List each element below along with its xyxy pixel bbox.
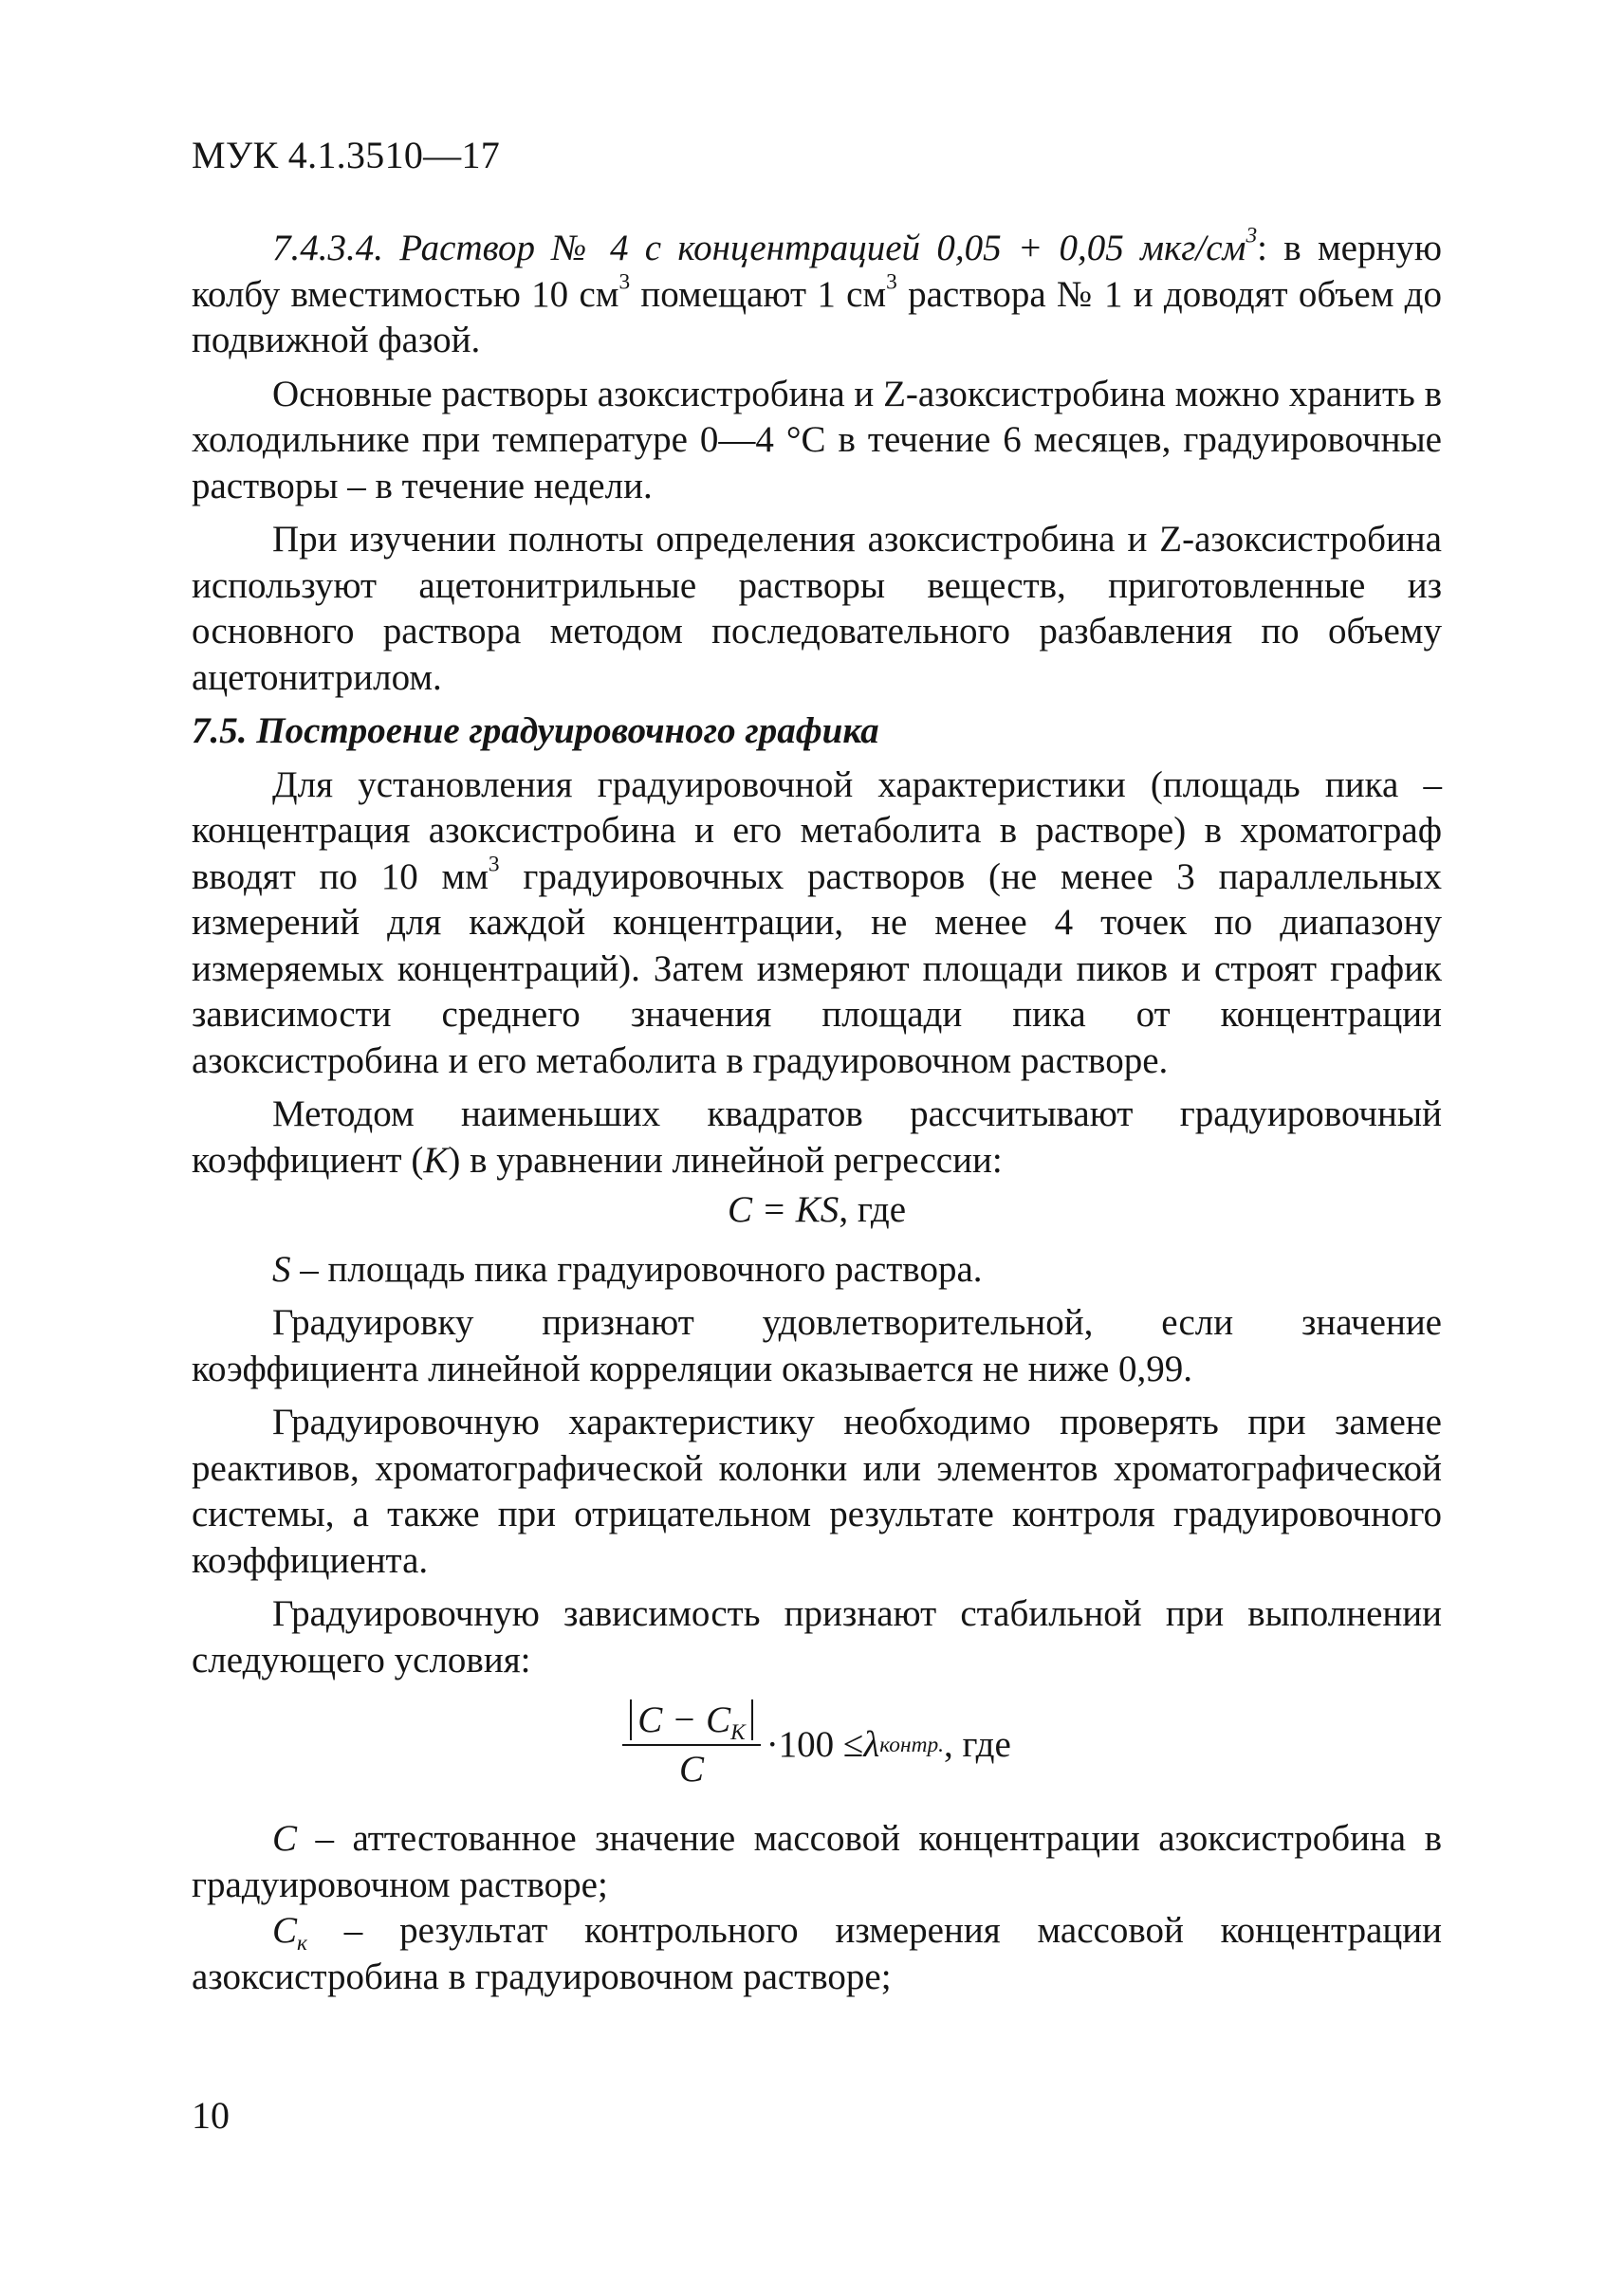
definition-ck: [192, 1908, 1442, 2000]
paragraph-correlation: Градуировку признают удовлетворительной, если значение коэффициента линейной корреляции оказывается не ниже 0,99.: [192, 1302, 1442, 1389]
numerator-subscript: K: [730, 1720, 746, 1746]
paragraph-solution-4: [192, 223, 1442, 364]
cm3-superscript: 3: [886, 268, 897, 294]
symbol-ck: C: [272, 1910, 298, 1951]
numerator-expression: C − C: [637, 1699, 731, 1740]
calibration-text-a: Для установления градуировочной характеристики (площадь пика – концентрация азоксистробина и его метаболита в растворе) в хроматограф вводят по 10 мм: [192, 763, 1442, 897]
symbol-c: C: [272, 1818, 298, 1859]
definition-s-text: – площадь пика градуировочного раствора.: [290, 1248, 983, 1290]
paragraph-stability: Градуировочную зависимость признают стабильной при выполнении следующего условия:: [192, 1593, 1442, 1681]
formula-where: , где: [944, 1723, 1011, 1765]
regression-where: , где: [839, 1189, 907, 1230]
calibration-text-b: градуировочных растворов (не менее 3 параллельных измерений для каждой концентрации, не менее 4 точек по диапазону измеряемых концентраций). Затем измеряют площади пиков и строят график зависимости среднего значения площади пика от концентрации азоксистробина и его метаболита в градуировочном растворе.: [192, 855, 1442, 1081]
fraction-denominator: C: [678, 1749, 704, 1790]
symbol-s: S: [272, 1248, 291, 1290]
definition-ck-text: – результат контрольного измерения массовой концентрации азоксистробина в градуировочном растворе;: [192, 1910, 1442, 1997]
page-body: [192, 223, 1442, 2008]
paragraph-least-squares: [192, 1092, 1442, 1184]
section-heading-7-5: 7.5. Построение градуировочного графика: [192, 710, 879, 751]
coefficient-k-symbol: K: [423, 1139, 449, 1181]
least-squares-text-b: ) в уравнении линейной регрессии:: [448, 1139, 1003, 1181]
solution-4-text-c: раствора № 1 и доводят объем до подвижной фазой.: [192, 273, 1442, 360]
absolute-value: [630, 1699, 752, 1746]
definition-c-text: – аттестованное значение массовой концентрации азоксистробина в градуировочном растворе;: [192, 1818, 1442, 1905]
paragraph-recovery: При изучении полноты определения азоксистробина и Z-азоксистробина используют ацетонитрильные растворы веществ, приготовленные из основного раствора методом последовательного разбавления по объему ацетонитрилом.: [192, 519, 1442, 698]
solution-4-title: 7.4.3.4. Раствор № 4 с концентрацией 0,05 + 0,05 мкг/см: [272, 228, 1246, 268]
regression-equation: C = KS: [727, 1189, 840, 1230]
cm3-superscript: 3: [618, 268, 631, 294]
stability-formula: $\frac{C - C_K}{C}$ ·100 ≤ λ контр. , где: [192, 1699, 1442, 1791]
paragraph-storage: Основные растворы азоксистробина и Z-азоксистробина можно хранить в холодильнике при температуре 0—4 °C в течение 6 месяцев, градуировочные растворы – в течение недели.: [192, 373, 1442, 506]
page-number: 10: [192, 2094, 230, 2137]
paragraph-calibration-setup: [192, 762, 1442, 1085]
symbol-ck-subscript: к: [297, 1931, 307, 1956]
solution-4-text-a: : в мерную колбу вместимостью 10 см: [192, 228, 1442, 315]
lambda-symbol: λ: [863, 1723, 880, 1765]
definition-s: [192, 1247, 1442, 1294]
document-code-header: МУК 4.1.3510—17: [192, 134, 501, 176]
regression-formula: [192, 1187, 1442, 1234]
fraction: [622, 1699, 760, 1791]
definition-c: [192, 1816, 1442, 1908]
fraction-numerator: [622, 1699, 760, 1744]
paragraph-recheck: Градуировочную характеристику необходимо проверять при замене реактивов, хроматографической колонки или элементов хроматографической системы, а также при отрицательном результате контроля градуировочного коэффициента.: [192, 1402, 1442, 1581]
solution-4-text-b: помещают 1 см: [630, 273, 887, 315]
cm3-superscript: 3: [1246, 223, 1258, 248]
mm3-superscript: 3: [488, 851, 500, 876]
formula-multiplier: ·100 ≤: [766, 1723, 864, 1765]
least-squares-text-a: Методом наименьших квадратов рассчитывают градуировочный коэффициент (: [192, 1093, 1442, 1181]
